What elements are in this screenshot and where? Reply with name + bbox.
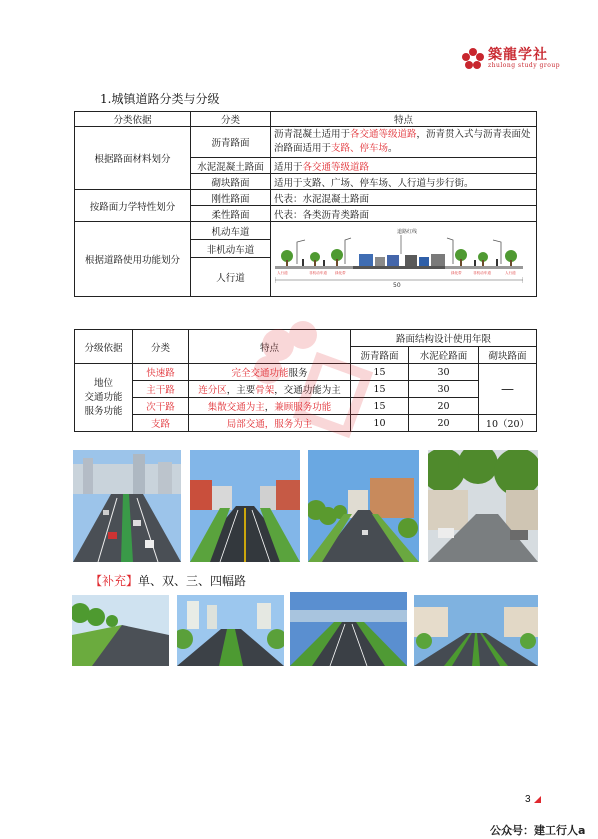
road-grade-table (74, 329, 537, 432)
grade-branch: 支路 (133, 415, 189, 432)
feature-rigid: 代表：水泥混凝土路面 (271, 190, 537, 206)
photo-arterial-road (190, 450, 300, 562)
header-block: 砌块路面 (479, 347, 537, 364)
basis-mechanics: 按路面力学特性划分 (75, 190, 191, 222)
red-line-label: 道路红线 (397, 229, 418, 235)
grade-basis: 地位 交通功能 服务功能 (75, 364, 133, 432)
photo-three-carriageway (290, 592, 407, 666)
section-width-label: 50 (393, 282, 401, 289)
life-concrete-expressway: 30 (409, 364, 479, 381)
feature-block: 适用于支路、广场、停车场、人行道与步行街。 (271, 174, 537, 190)
life-block-branch: 10（20） (479, 415, 537, 432)
feature-concrete: 适用于各交通等级道路 (271, 158, 537, 174)
svg-text:人行道: 人行道 (277, 271, 288, 275)
logo-en: zhulong study group (488, 62, 561, 69)
photo-branch-road (428, 450, 538, 562)
road-classification-table (74, 111, 537, 297)
feature-branch: 局部交通，服务为主 (189, 415, 351, 432)
header-design-life: 路面结构设计使用年限 (351, 330, 537, 347)
header-category: 分类 (191, 112, 271, 127)
life-asphalt-secondary: 15 (351, 398, 409, 415)
road-cross-section-diagram (271, 222, 537, 297)
life-asphalt-expressway: 15 (351, 364, 409, 381)
page-corner-icon (534, 796, 541, 803)
header-concrete: 水泥砼路面 (409, 347, 479, 364)
cat-flexible: 柔性路面 (191, 206, 271, 222)
cat-asphalt: 沥青路面 (191, 127, 271, 158)
cat-non-motor-lane: 非机动车道 (191, 240, 271, 258)
photo-dual-carriageway (177, 595, 284, 666)
basis-function: 根据道路使用功能划分 (75, 222, 191, 297)
basis-material: 根据路面材料划分 (75, 127, 191, 190)
life-block-dash: — (479, 364, 537, 415)
feature-expressway: 完全交通功能服务 (189, 364, 351, 381)
photo-four-carriageway (414, 595, 538, 666)
svg-text:非机动车道: 非机动车道 (473, 271, 491, 275)
flower-logo-icon (462, 48, 484, 70)
photo-single-carriageway (72, 595, 169, 666)
brand-logo (462, 48, 560, 70)
life-asphalt-branch: 10 (351, 415, 409, 432)
page-number: 3 (525, 794, 531, 805)
logo-name: 築龍学社 (488, 47, 548, 63)
cat-concrete: 水泥混凝土路面 (191, 158, 271, 174)
photo-expressway (73, 450, 181, 562)
feature-flexible: 代表：各类沥青类路面 (271, 206, 537, 222)
feature-arterial: 连分区，主要骨架，交通功能为主 (189, 381, 351, 398)
grade-secondary: 次干路 (133, 398, 189, 415)
cat-block: 砌块路面 (191, 174, 271, 190)
header-grade-basis: 分级依据 (75, 330, 133, 364)
svg-text:绿化带: 绿化带 (335, 271, 346, 275)
life-concrete-secondary: 20 (409, 398, 479, 415)
footer-wechat: 公众号：建工行人a (490, 824, 586, 837)
cat-rigid: 刚性路面 (191, 190, 271, 206)
road-section-drawing (275, 224, 523, 294)
section-title: 1.城镇道路分类与分级 (100, 92, 220, 106)
cat-sidewalk: 人行道 (191, 258, 271, 297)
supplement-heading: 【补充】单、双、三、四幅路 (90, 574, 247, 588)
svg-text:绿化带: 绿化带 (451, 271, 462, 275)
grade-arterial: 主干路 (133, 381, 189, 398)
header-grade-category: 分类 (133, 330, 189, 364)
header-asphalt: 沥青路面 (351, 347, 409, 364)
cat-motor-lane: 机动车道 (191, 222, 271, 240)
svg-text:非机动车道: 非机动车道 (309, 271, 327, 275)
feature-secondary: 集散交通为主，兼顾服务功能 (189, 398, 351, 415)
life-concrete-arterial: 30 (409, 381, 479, 398)
svg-text:人行道: 人行道 (505, 271, 516, 275)
header-feature: 特点 (271, 112, 537, 127)
life-concrete-branch: 20 (409, 415, 479, 432)
grade-expressway: 快速路 (133, 364, 189, 381)
header-basis: 分类依据 (75, 112, 191, 127)
feature-asphalt: 沥青混凝土适用于各交通等级道路，沥青贯入式与沥青表面处治路面适用于支路、停车场。 (271, 127, 537, 158)
photo-secondary-road (308, 450, 419, 562)
header-grade-feature: 特点 (189, 330, 351, 364)
life-asphalt-arterial: 15 (351, 381, 409, 398)
